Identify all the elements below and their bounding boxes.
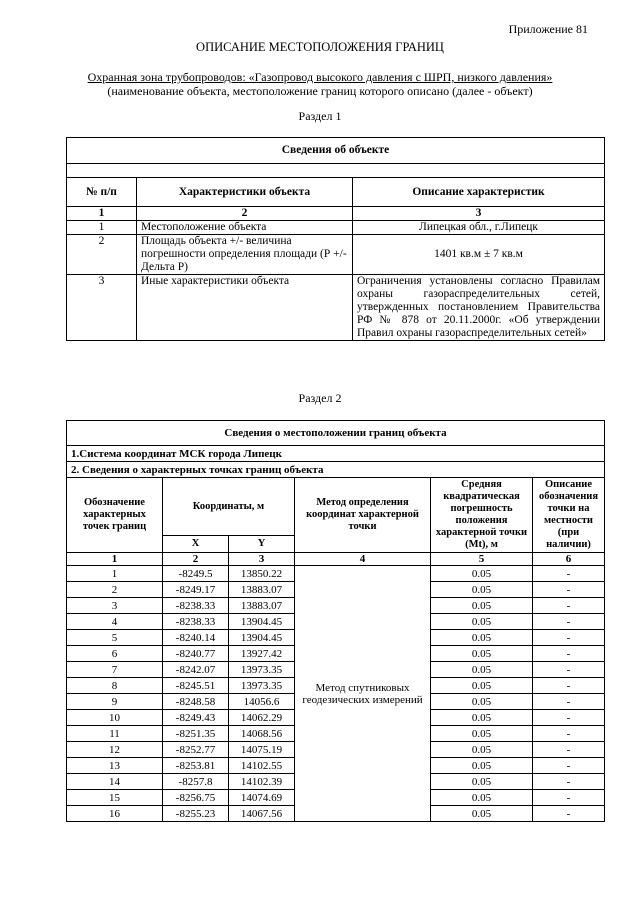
section1-label: Раздел 1 [298, 109, 342, 123]
table-row [67, 566, 605, 582]
point-description: - [533, 646, 605, 662]
spacer-row [67, 164, 605, 178]
point-error: 0.05 [431, 566, 533, 582]
coord-y: 13904.45 [229, 614, 295, 630]
coord-x: -8256.75 [163, 790, 229, 806]
coord-y: 14075.19 [229, 742, 295, 758]
col-header-number: № п/п [67, 178, 137, 207]
point-error: 0.05 [431, 598, 533, 614]
coord-y: 14102.55 [229, 758, 295, 774]
table-title: Сведения о местоположении границ объекта [67, 421, 605, 446]
row-description: Ограничения установлены согласно Правилам охраны газораспределительных сетей, утвержденных постановлением Правительства РФ № 878 от 20.11.2000г. «Об утверждении Правил охраны газораспределительных сетей» [353, 275, 605, 341]
row-number: 1 [67, 221, 137, 235]
section2-label: Раздел 2 [298, 391, 342, 405]
point-description: - [533, 582, 605, 598]
row-description: Липецкая обл., г.Липецк [353, 221, 605, 235]
col-header-characteristic: Характеристики объекта [137, 178, 353, 207]
point-error: 0.05 [431, 662, 533, 678]
col-header-x: X [163, 536, 229, 553]
coord-x: -8252.77 [163, 742, 229, 758]
point-description: - [533, 742, 605, 758]
coord-x: -8249.5 [163, 566, 229, 582]
point-number: 5 [67, 630, 163, 646]
point-description: - [533, 614, 605, 630]
coord-y: 13973.35 [229, 662, 295, 678]
points-body [67, 566, 605, 822]
row-characteristic: Площадь объекта +/- величина погрешности определения площади (Р +/- Дельта Р) [137, 235, 353, 275]
subtitle-row [67, 446, 605, 462]
header-row [67, 478, 605, 536]
coord-y: 13883.07 [229, 582, 295, 598]
object-name: Охранная зона трубопроводов: «Газопровод высокого давления с ШРП, низкого давления» [87, 70, 553, 84]
boundary-points-table [66, 420, 605, 822]
col-number: 5 [431, 553, 533, 566]
point-number: 14 [67, 774, 163, 790]
table-row [67, 275, 605, 341]
point-description: - [533, 806, 605, 822]
col-number: 1 [67, 207, 137, 221]
point-number: 7 [67, 662, 163, 678]
col-header-method: Метод определения координат характерной точки [295, 478, 431, 553]
appendix-label: Приложение 81 [508, 22, 588, 36]
col-header-description: Описание характеристик [353, 178, 605, 207]
table-title-row [67, 138, 605, 164]
point-number: 3 [67, 598, 163, 614]
table-title-row [67, 421, 605, 446]
method-cell: Метод спутниковых геодезических измерений [295, 566, 431, 822]
point-description: - [533, 678, 605, 694]
coord-y: 14102.39 [229, 774, 295, 790]
object-info-table [66, 137, 605, 341]
col-header-coords: Координаты, м [163, 478, 295, 536]
point-description: - [533, 694, 605, 710]
coord-y: 13927.42 [229, 646, 295, 662]
coord-y: 14056.6 [229, 694, 295, 710]
point-number: 6 [67, 646, 163, 662]
col-number: 3 [353, 207, 605, 221]
coord-y: 13973.35 [229, 678, 295, 694]
point-error: 0.05 [431, 758, 533, 774]
point-number: 10 [67, 710, 163, 726]
coord-x: -8255.23 [163, 806, 229, 822]
coord-x: -8251.35 [163, 726, 229, 742]
coord-x: -8249.43 [163, 710, 229, 726]
row-characteristic: Иные характеристики объекта [137, 275, 353, 341]
point-number: 13 [67, 758, 163, 774]
coord-y: 14074.69 [229, 790, 295, 806]
row-characteristic: Местоположение объекта [137, 221, 353, 235]
coord-x: -8240.77 [163, 646, 229, 662]
coord-x: -8238.33 [163, 598, 229, 614]
point-error: 0.05 [431, 678, 533, 694]
table-title: Сведения об объекте [67, 138, 605, 164]
point-error: 0.05 [431, 694, 533, 710]
row-description: 1401 кв.м ± 7 кв.м [353, 235, 605, 275]
point-error: 0.05 [431, 630, 533, 646]
point-error: 0.05 [431, 614, 533, 630]
coord-y: 13850.22 [229, 566, 295, 582]
point-number: 2 [67, 582, 163, 598]
point-number: 11 [67, 726, 163, 742]
point-error: 0.05 [431, 582, 533, 598]
point-number: 12 [67, 742, 163, 758]
col-header-error: Средняя квадратическая погрешность положения характерной точки (Mt), м [431, 478, 533, 553]
col-number: 3 [229, 553, 295, 566]
coord-y: 13904.45 [229, 630, 295, 646]
point-number: 15 [67, 790, 163, 806]
point-number: 9 [67, 694, 163, 710]
coord-y: 14068.56 [229, 726, 295, 742]
coord-y: 14062.29 [229, 710, 295, 726]
point-error: 0.05 [431, 710, 533, 726]
point-number: 8 [67, 678, 163, 694]
col-number: 2 [163, 553, 229, 566]
point-description: - [533, 566, 605, 582]
point-number: 1 [67, 566, 163, 582]
point-description: - [533, 598, 605, 614]
col-number: 1 [67, 553, 163, 566]
row-number: 2 [67, 235, 137, 275]
page-title: ОПИСАНИЕ МЕСТОПОЛОЖЕНИЯ ГРАНИЦ [196, 40, 444, 54]
point-description: - [533, 662, 605, 678]
col-number: 4 [295, 553, 431, 566]
points-info-title: 2. Сведения о характерных точках границ объекта [67, 462, 605, 478]
coordinate-system: 1.Система координат МСК города Липецк [67, 446, 605, 462]
point-description: - [533, 758, 605, 774]
point-number: 16 [67, 806, 163, 822]
object-note: (наименование объекта, местоположение границ которого описано (далее - объект) [107, 84, 533, 98]
col-number: 6 [533, 553, 605, 566]
coord-x: -8240.14 [163, 630, 229, 646]
point-description: - [533, 726, 605, 742]
coord-y: 14067.56 [229, 806, 295, 822]
col-header-y: Y [229, 536, 295, 553]
coord-x: -8257.8 [163, 774, 229, 790]
coord-x: -8238.33 [163, 614, 229, 630]
point-error: 0.05 [431, 742, 533, 758]
point-description: - [533, 774, 605, 790]
table-row [67, 221, 605, 235]
point-description: - [533, 710, 605, 726]
header-row [67, 178, 605, 207]
coord-x: -8248.58 [163, 694, 229, 710]
coord-x: -8245.51 [163, 678, 229, 694]
point-description: - [533, 630, 605, 646]
col-header-description: Описание обозначения точки на местности (при наличии) [533, 478, 605, 553]
point-error: 0.05 [431, 790, 533, 806]
point-description: - [533, 790, 605, 806]
point-error: 0.05 [431, 774, 533, 790]
col-number-row [67, 207, 605, 221]
point-error: 0.05 [431, 806, 533, 822]
coord-x: -8242.07 [163, 662, 229, 678]
coord-x: -8253.81 [163, 758, 229, 774]
point-error: 0.05 [431, 646, 533, 662]
point-error: 0.05 [431, 726, 533, 742]
table-row [67, 235, 605, 275]
row-number: 3 [67, 275, 137, 341]
col-header-point: Обозначение характерных точек границ [67, 478, 163, 553]
subtitle-row [67, 462, 605, 478]
coord-x: -8249.17 [163, 582, 229, 598]
point-number: 4 [67, 614, 163, 630]
col-number: 2 [137, 207, 353, 221]
col-number-row [67, 553, 605, 566]
coord-y: 13883.07 [229, 598, 295, 614]
